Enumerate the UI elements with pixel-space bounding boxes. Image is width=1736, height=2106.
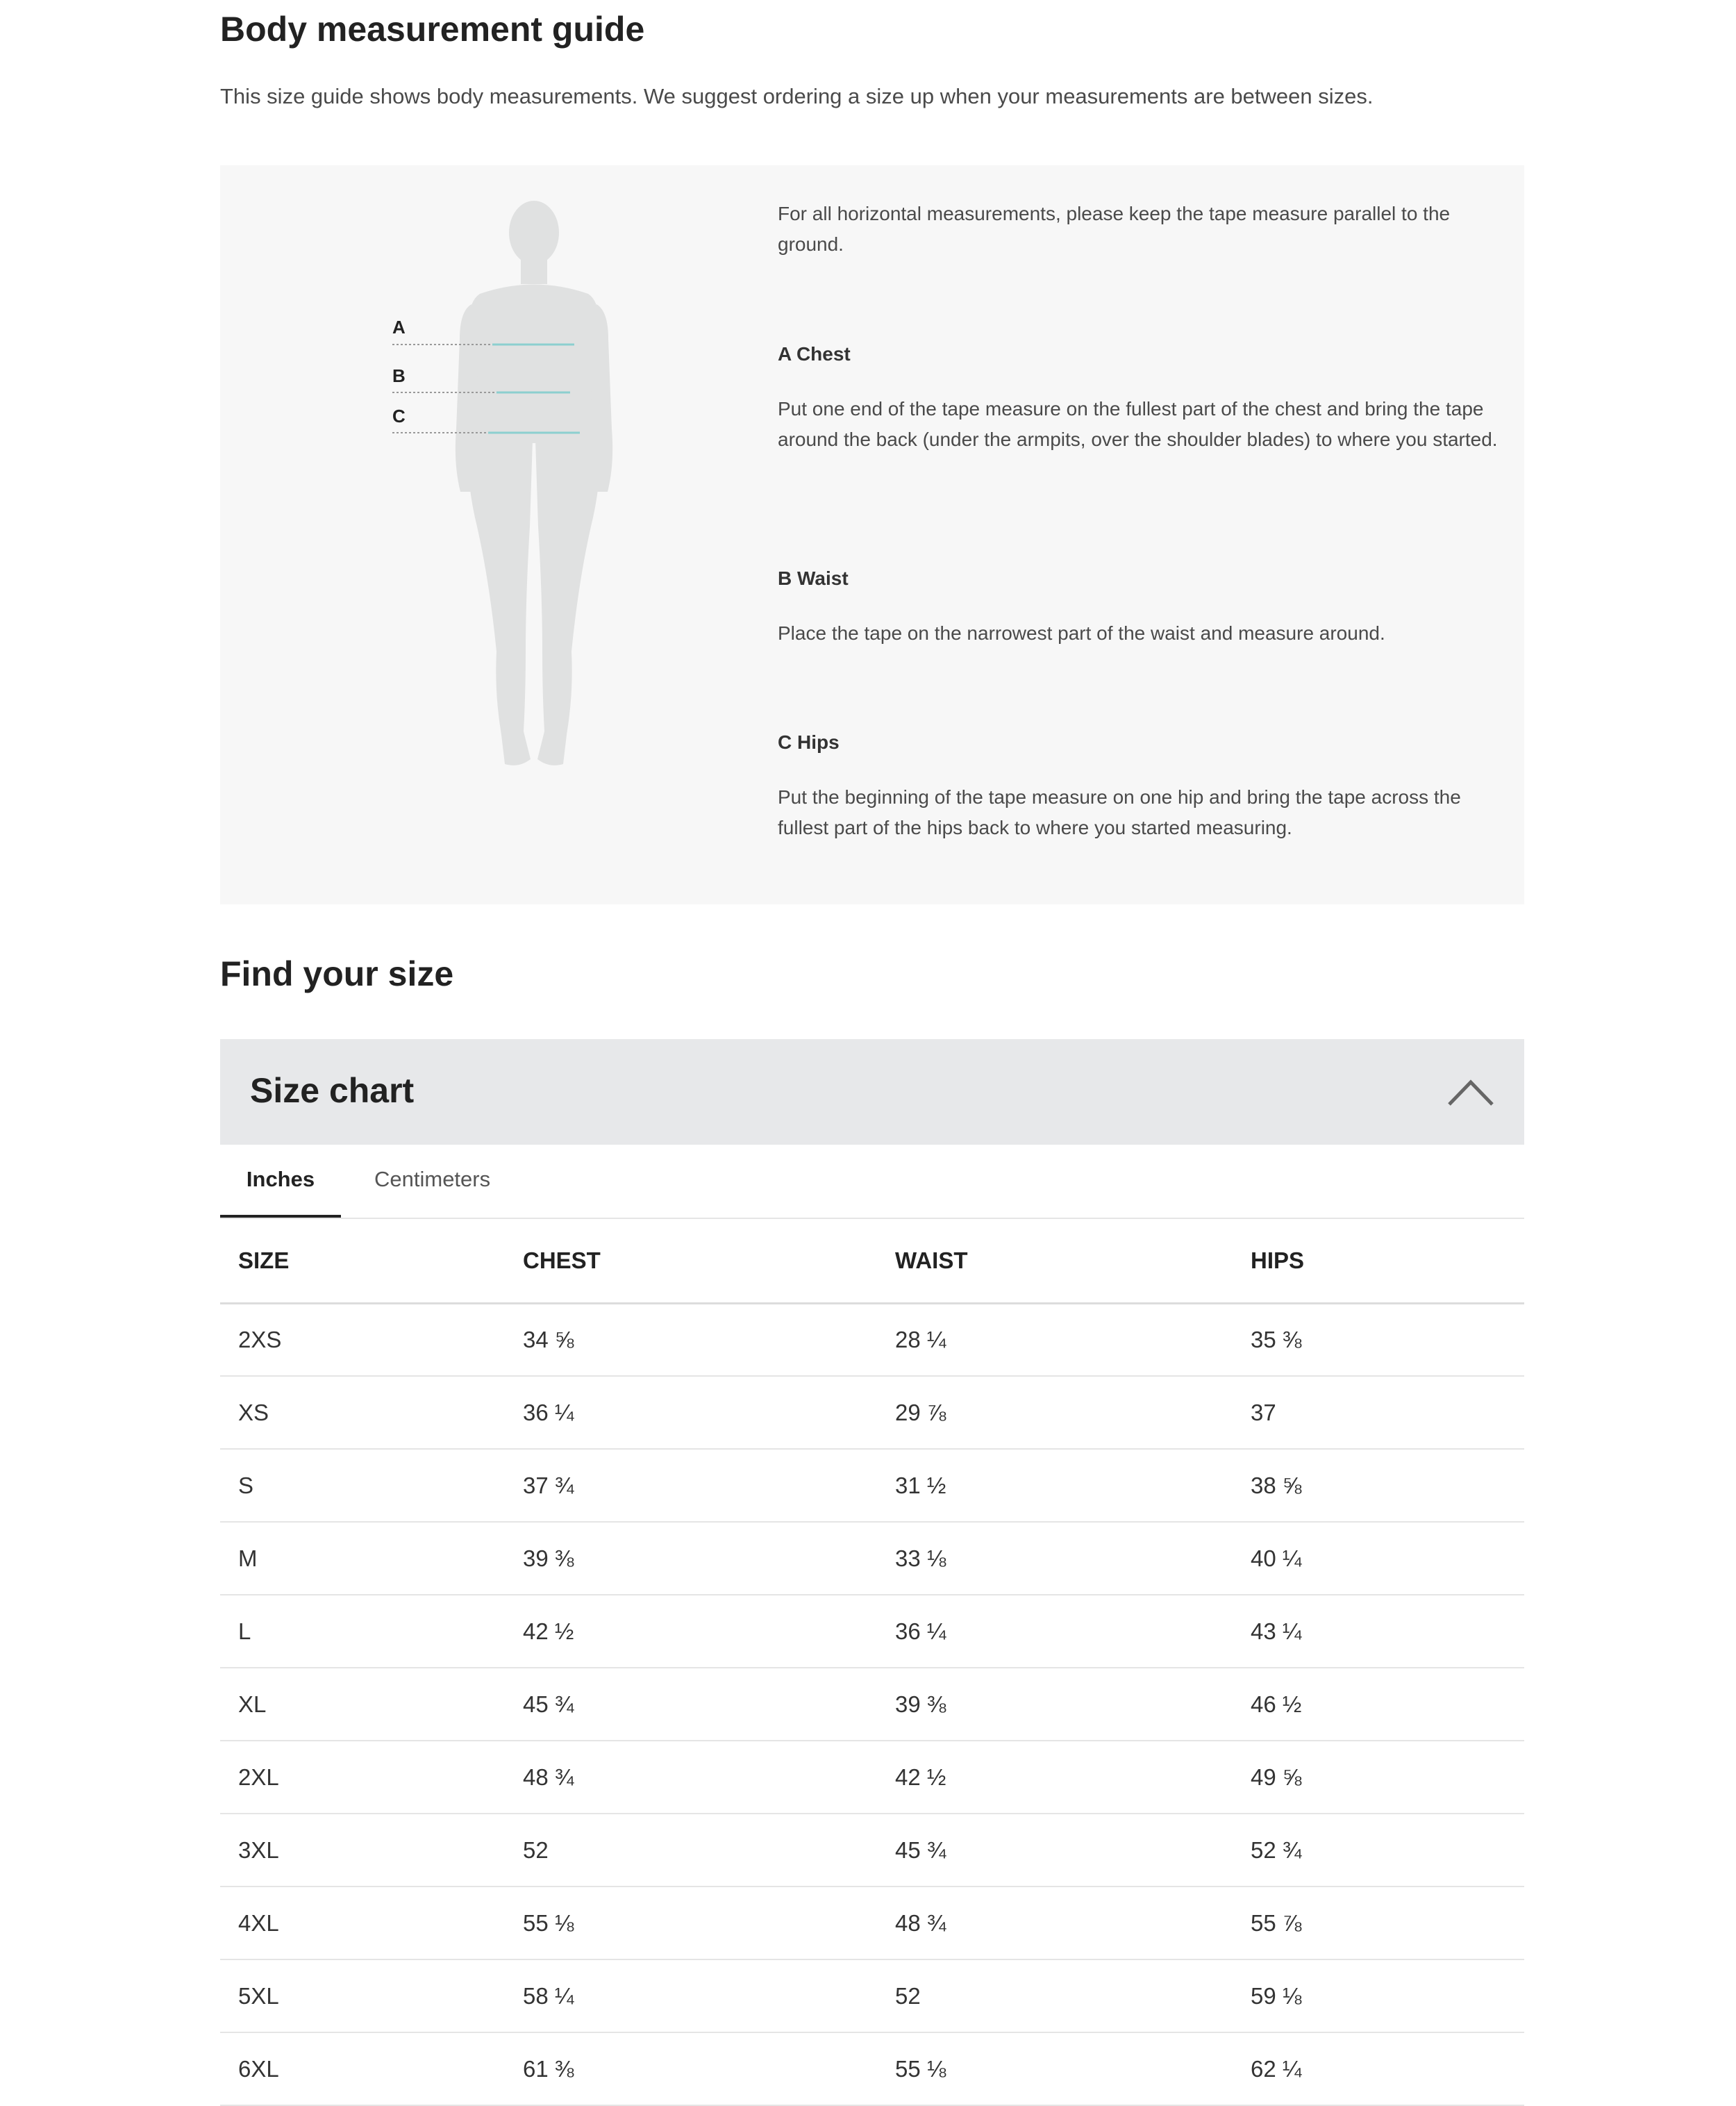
chest-cell: 36 ¼ [505,1376,877,1449]
chest-cell: 34 ⅝ [505,1303,877,1376]
size-cell: 3XL [220,1814,505,1887]
waist-cell: 39 ⅜ [877,1668,1233,1741]
chest-heading: A Chest [778,343,851,365]
table-row [220,1449,1524,1522]
hips-cell: 38 ⅝ [1233,1449,1524,1522]
size-cell: XS [220,1376,505,1449]
table-row [220,1668,1524,1741]
chest-cell: 45 ¾ [505,1668,877,1741]
chest-cell: 55 ⅛ [505,1887,877,1959]
table-row [220,1741,1524,1814]
chevron-up-icon[interactable] [1446,1077,1495,1109]
table-row [220,1959,1524,2032]
chest-cell: 61 ⅜ [505,2032,877,2105]
column-header: CHEST [505,1219,877,1303]
hips-cell: 46 ½ [1233,1668,1524,1741]
waist-cell: 36 ¼ [877,1595,1233,1668]
waist-cell: 48 ¾ [877,1887,1233,1959]
size-cell: L [220,1595,505,1668]
waist-cell: 52 [877,1959,1233,2032]
table-row [220,1814,1524,1887]
table-row [220,1887,1524,1959]
size-cell: 2XL [220,1741,505,1814]
measurement-guide-panel [220,165,1524,904]
hips-cell: 52 ¾ [1233,1814,1524,1887]
waist-cell: 29 ⅞ [877,1376,1233,1449]
marker-label: C [392,406,406,426]
body-silhouette [456,201,612,765]
size-chart-toggle[interactable] [220,1039,1524,1145]
size-cell: 4XL [220,1887,505,1959]
size-cell: 6XL [220,2032,505,2105]
size-cell: S [220,1449,505,1522]
hips-cell: 62 ¼ [1233,2032,1524,2105]
hips-cell: 59 ⅛ [1233,1959,1524,2032]
table-row [220,1522,1524,1595]
find-size-title: Find your size [220,954,454,993]
waist-cell: 55 ⅛ [877,2032,1233,2105]
tab-inches[interactable]: Inches [220,1166,341,1218]
table-row [220,1595,1524,1668]
table-row [220,2032,1524,2105]
marker-label: A [392,317,406,338]
chest-cell: 37 ¾ [505,1449,877,1522]
hips-cell: 37 [1233,1376,1524,1449]
chest-cell: 58 ¼ [505,1959,877,2032]
hips-heading: C Hips [778,731,840,753]
size-cell: 2XS [220,1303,505,1376]
column-header: SIZE [220,1219,505,1303]
size-chart-title: Size chart [250,1071,415,1110]
table-row [220,1376,1524,1449]
intro-text: This size guide shows body measurements. We suggest ordering a size up when your measurements are between sizes. [220,84,1374,108]
waist-cell: 42 ½ [877,1741,1233,1814]
waist-cell: 31 ½ [877,1449,1233,1522]
waist-instructions: Place the tape on the narrowest part of the waist and measure around. [778,622,1385,644]
waist-cell: 28 ¼ [877,1303,1233,1376]
marker-label: B [392,365,406,386]
table-header-row [220,1219,1524,1303]
unit-tabs [220,1145,1524,1219]
chest-cell: 48 ¾ [505,1741,877,1814]
page-title: Body measurement guide [220,10,645,49]
hips-instructions: Put the beginning of the tape measure on one hip and bring the tape across the fullest part of the hips back to where you started measuring. [778,786,1461,838]
chest-cell: 52 [505,1814,877,1887]
hips-cell: 40 ¼ [1233,1522,1524,1595]
column-header: HIPS [1233,1219,1524,1303]
hips-cell: 35 ⅜ [1233,1303,1524,1376]
general-note: For all horizontal measurements, please keep the tape measure parallel to the ground. [778,203,1451,255]
waist-cell: 45 ¾ [877,1814,1233,1887]
size-cell: 5XL [220,1959,505,2032]
hips-cell: 49 ⅝ [1233,1741,1524,1814]
tab-centimeters[interactable]: Centimeters [374,1167,491,1191]
column-header: WAIST [877,1219,1233,1303]
waist-cell: 33 ⅛ [877,1522,1233,1595]
hips-cell: 55 ⅞ [1233,1887,1524,1959]
chest-cell: 39 ⅜ [505,1522,877,1595]
chest-instructions: Put one end of the tape measure on the fullest part of the chest and bring the tape around the back (under the armpits, over the shoulder blades) to where you started. [778,398,1498,450]
chest-cell: 42 ½ [505,1595,877,1668]
size-cell: XL [220,1668,505,1741]
hips-cell: 43 ¼ [1233,1595,1524,1668]
size-table [220,1219,1524,2106]
waist-heading: B Waist [778,567,849,589]
table-row [220,1303,1524,1376]
size-cell: M [220,1522,505,1595]
